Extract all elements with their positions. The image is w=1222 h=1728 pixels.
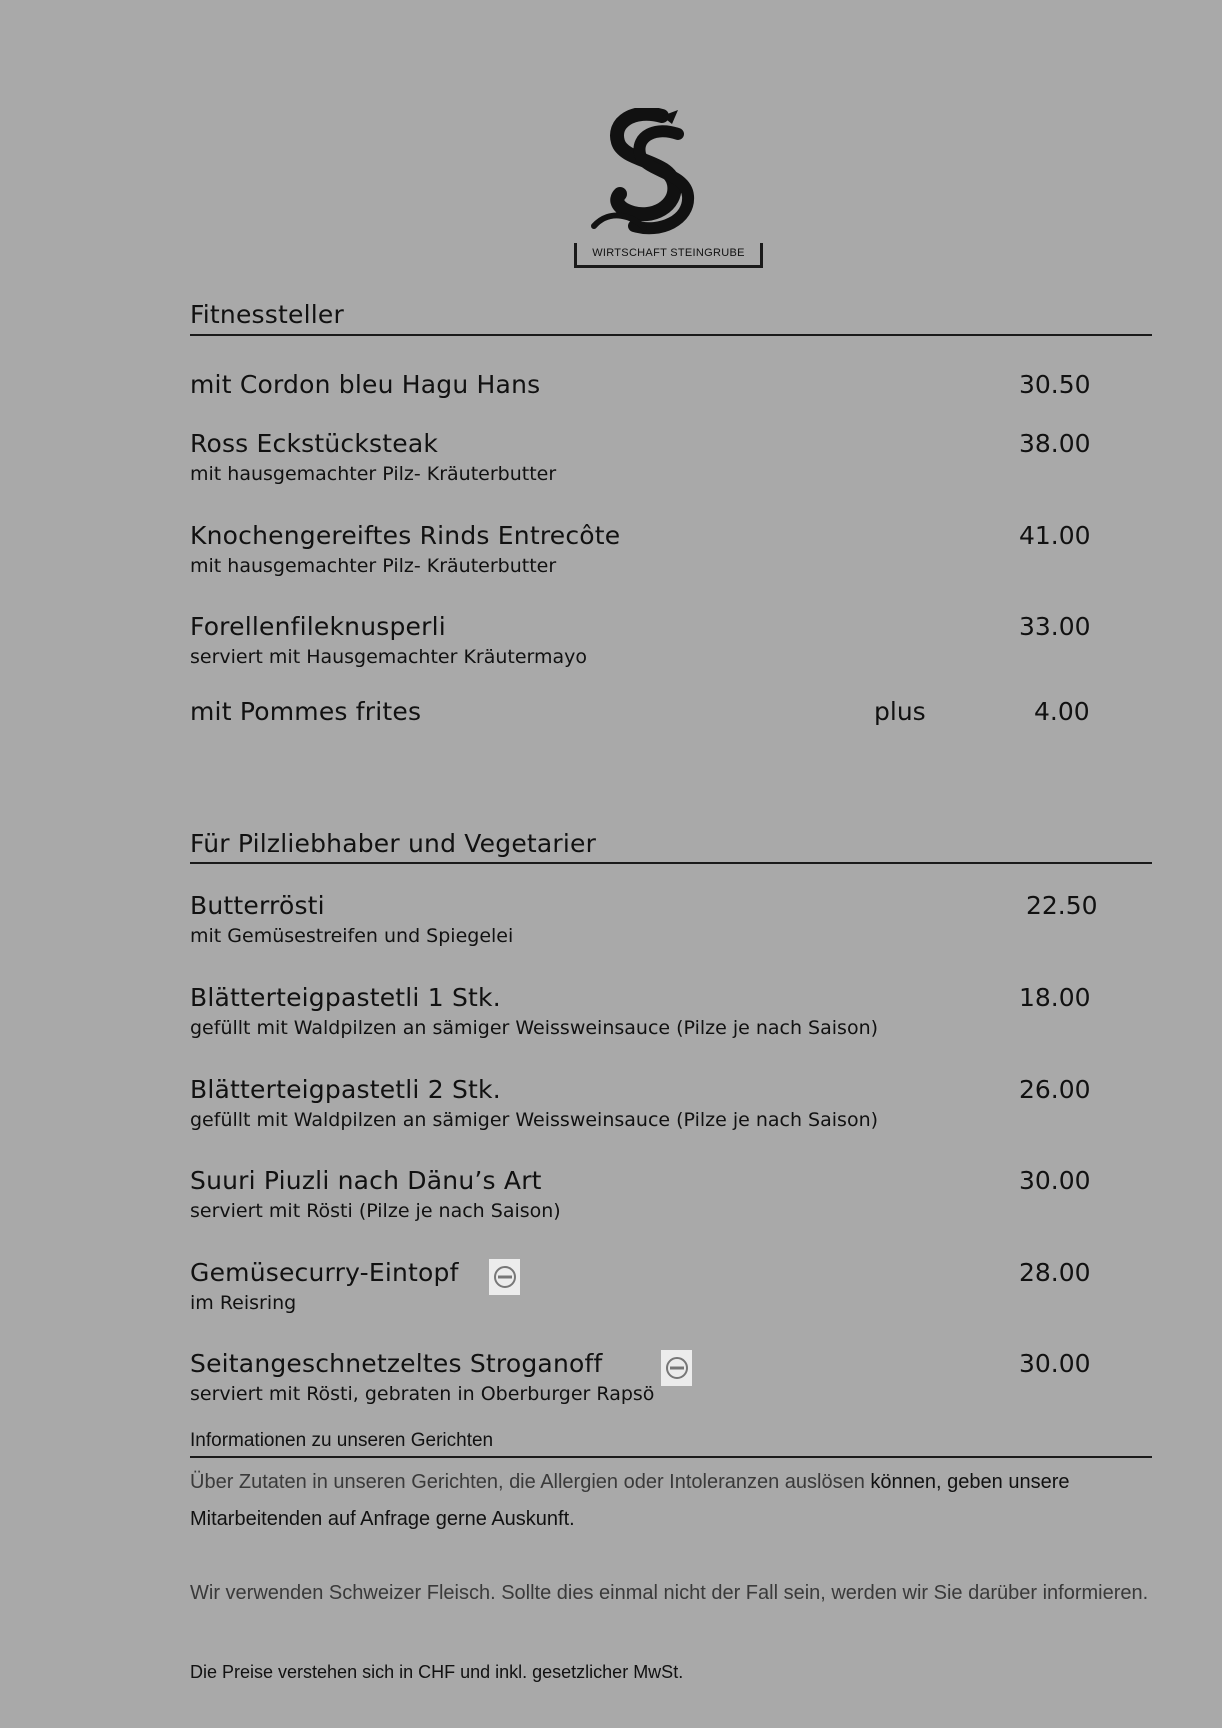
- item-name: Suuri Piuzli nach Dänu’s Art: [190, 1166, 542, 1195]
- section-divider: [190, 334, 1152, 336]
- plus-label: plus: [874, 697, 926, 726]
- item-name: Gemüsecurry-Eintopf: [190, 1258, 459, 1287]
- item-description: mit hausgemachter Pilz- Kräuterbutter: [190, 555, 557, 577]
- item-price: 30.00: [1019, 1349, 1091, 1378]
- item-price: 41.00: [1019, 521, 1091, 550]
- item-price: 28.00: [1019, 1258, 1091, 1287]
- item-description: serviert mit Hausgemachter Kräutermayo: [190, 646, 588, 668]
- item-name: Blätterteigpastetli 2 Stk.: [190, 1075, 501, 1104]
- item-price: 26.00: [1019, 1075, 1091, 1104]
- item-name: Ross Eckstücksteak: [190, 429, 439, 458]
- meat-origin-text: Wir verwenden Schweizer Fleisch. Sollte dies einmal nicht der Fall sein, werden wir Sie darüber informieren.: [190, 1582, 1149, 1604]
- section-title-fitnessteller: Fitnessteller: [190, 300, 344, 329]
- section-divider: [190, 862, 1152, 864]
- item-name: Knochengereiftes Rinds Entrecôte: [190, 521, 621, 550]
- info-divider: [190, 1456, 1152, 1458]
- allergy-info-light: Über Zutaten in unseren Gerichten, die Allergien oder Intoleranzen auslösen: [190, 1471, 871, 1493]
- item-price: 18.00: [1019, 983, 1091, 1012]
- allergy-info-dark: können, geben unsere Mitarbeitenden auf Anfrage gerne Auskunft.: [190, 1471, 1070, 1530]
- logo-caption: WIRTSCHAFT STEINGRUBE: [574, 243, 763, 268]
- item-description: serviert mit Rösti, gebraten in Oberburger Rapsö: [190, 1383, 655, 1405]
- allergy-info-text: [190, 1464, 1150, 1538]
- price-footnote: Die Preise verstehen sich in CHF und inkl. gesetzlicher MwSt.: [190, 1662, 684, 1682]
- item-name: Seitangeschnetzeltes Stroganoff: [190, 1349, 603, 1378]
- vegan-badge-icon: [661, 1350, 692, 1386]
- double-s-monogram-icon: [574, 108, 724, 238]
- item-description: gefüllt mit Waldpilzen an sämiger Weissweinsauce (Pilze je nach Saison): [190, 1017, 879, 1039]
- item-price: 22.50: [1026, 891, 1098, 920]
- item-price: 30.00: [1019, 1166, 1091, 1195]
- item-price: 4.00: [1034, 697, 1090, 726]
- item-description: im Reisring: [190, 1292, 297, 1314]
- item-description: mit hausgemachter Pilz- Kräuterbutter: [190, 463, 557, 485]
- info-title: Informationen zu unseren Gerichten: [190, 1430, 494, 1451]
- item-name: Butterrösti: [190, 891, 325, 920]
- item-price: 30.50: [1019, 370, 1091, 399]
- item-description: mit Gemüsestreifen und Spiegelei: [190, 925, 514, 947]
- item-name: Forellenfileknusperli: [190, 612, 446, 641]
- item-description: serviert mit Rösti (Pilze je nach Saison): [190, 1200, 561, 1222]
- item-price: 33.00: [1019, 612, 1091, 641]
- vegan-badge-icon: [489, 1259, 520, 1295]
- item-name: mit Pommes frites: [190, 697, 422, 726]
- item-name: mit Cordon bleu Hagu Hans: [190, 370, 541, 399]
- item-description: gefüllt mit Waldpilzen an sämiger Weissweinsauce (Pilze je nach Saison): [190, 1109, 879, 1131]
- item-price: 38.00: [1019, 429, 1091, 458]
- item-name: Blätterteigpastetli 1 Stk.: [190, 983, 501, 1012]
- section-title-vegetarier: Für Pilzliebhaber und Vegetarier: [190, 829, 597, 858]
